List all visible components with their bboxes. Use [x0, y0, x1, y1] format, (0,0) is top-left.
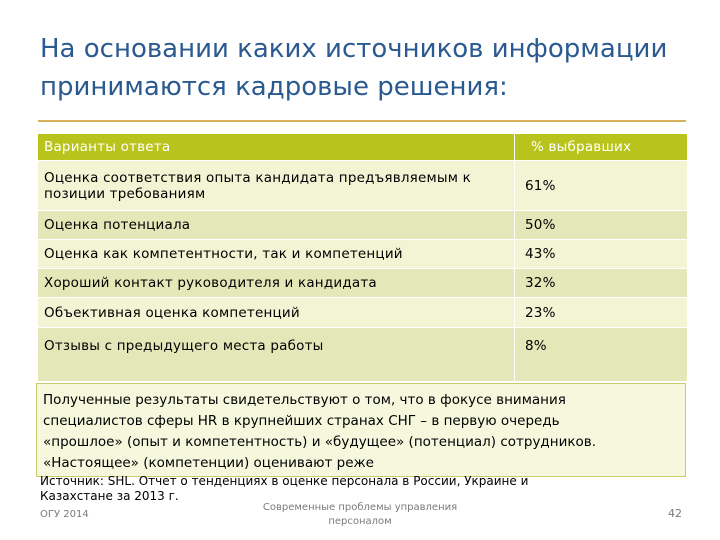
option-text-line: позиции требованиям — [44, 185, 206, 202]
option-cell: Хороший контакт руководителя и кандидата — [38, 269, 515, 298]
survey-results-table — [37, 133, 688, 382]
option-cell: Оценка потенциала — [38, 211, 515, 240]
footer-course-line: персоналом — [328, 516, 392, 527]
percent-cell: 50% — [515, 211, 688, 240]
table-row — [38, 298, 688, 328]
table-row — [38, 161, 688, 211]
column-header-percent: % выбравших — [515, 134, 688, 161]
footer-organization: ОГУ 2014 — [40, 509, 89, 520]
percent-cell: 32% — [515, 269, 688, 298]
conclusion-line: специалистов сферы HR в крупнейших странах СНГ – в первую очередь — [43, 413, 560, 429]
option-cell: Отзывы с предыдущего места работы — [38, 328, 515, 382]
option-cell: Оценка как компетентности, так и компетенций — [38, 240, 515, 269]
table-row — [38, 269, 688, 298]
conclusion-box — [36, 383, 686, 477]
slide-title — [40, 30, 700, 106]
table-row — [38, 211, 688, 240]
conclusion-line: Полученные результаты свидетельствуют о том, что в фокусе внимания — [43, 392, 566, 408]
option-cell: Объективная оценка компетенций — [38, 298, 515, 328]
conclusion-line: «прошлое» (опыт и компетентность) и «будущее» (потенциал) сотрудников. — [43, 434, 597, 450]
percent-cell: 8% — [515, 328, 688, 382]
option-text-line: Оценка соответствия опыта кандидата предъявляемым к — [44, 169, 471, 186]
page-number: 42 — [668, 507, 682, 520]
conclusion-line: «Настоящее» (компетенции) оценивают реже — [43, 455, 374, 471]
percent-cell: 23% — [515, 298, 688, 328]
table-row — [38, 240, 688, 269]
source-note — [40, 474, 560, 504]
footer-course-line: Современные проблемы управления — [262, 502, 458, 513]
slide-title-line: принимаются кадровые решения: — [40, 72, 508, 102]
percent-cell: 43% — [515, 240, 688, 269]
title-divider — [38, 120, 686, 122]
table-header-row — [38, 134, 688, 161]
footer-course-title — [250, 501, 470, 529]
source-line: Казахстане за 2013 г. — [40, 489, 179, 503]
table-row — [38, 328, 688, 382]
percent-cell: 61% — [515, 161, 688, 211]
source-line: Источник: SHL. Отчет о тенденциях в оценке персонала в России, Украине и — [40, 474, 529, 488]
column-header-option: Варианты ответа — [38, 134, 515, 161]
option-cell — [38, 161, 515, 211]
slide-title-line: На основании каких источников информации — [40, 34, 668, 64]
